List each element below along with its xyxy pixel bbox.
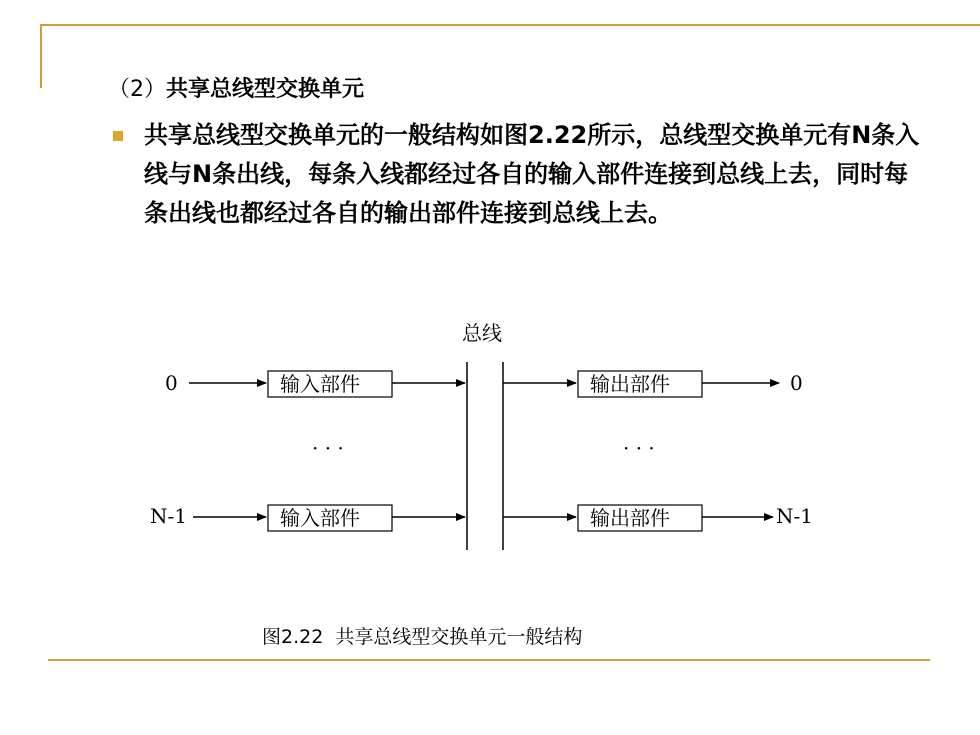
figure-caption-label: 图2.22: [262, 626, 324, 648]
bullet-text: 共享总线型交换单元的一般结构如图2.22所示，总线型交换单元有N条入线与N条出线，每条入线都经过各自的输入部件连接到总线上去，同时每条出线也都经过各自的输出部件连接到总线上去。: [144, 121, 920, 227]
frame-bottom-rule: [48, 659, 930, 661]
ellipsis-left: · · ·: [312, 436, 344, 460]
input-unit-label: 输入部件: [280, 372, 360, 396]
output-line-label: N-1: [776, 504, 813, 528]
output-unit-label: 输出部件: [590, 506, 670, 530]
section-heading-prefix: （2）: [108, 77, 166, 102]
bus-label: 总线: [462, 321, 502, 345]
figure-caption: [262, 622, 582, 649]
section-heading-title: 共享总线型交换单元: [166, 77, 365, 102]
figure-caption-text: 共享总线型交换单元一般结构: [335, 626, 583, 648]
ellipsis-right: · · ·: [623, 436, 655, 460]
input-unit-label: 输入部件: [280, 506, 360, 530]
input-line-label: N-1: [150, 504, 187, 528]
output-unit-label: 输出部件: [590, 372, 670, 396]
output-line-label: 0: [790, 371, 803, 395]
input-line-label: 0: [165, 371, 178, 395]
